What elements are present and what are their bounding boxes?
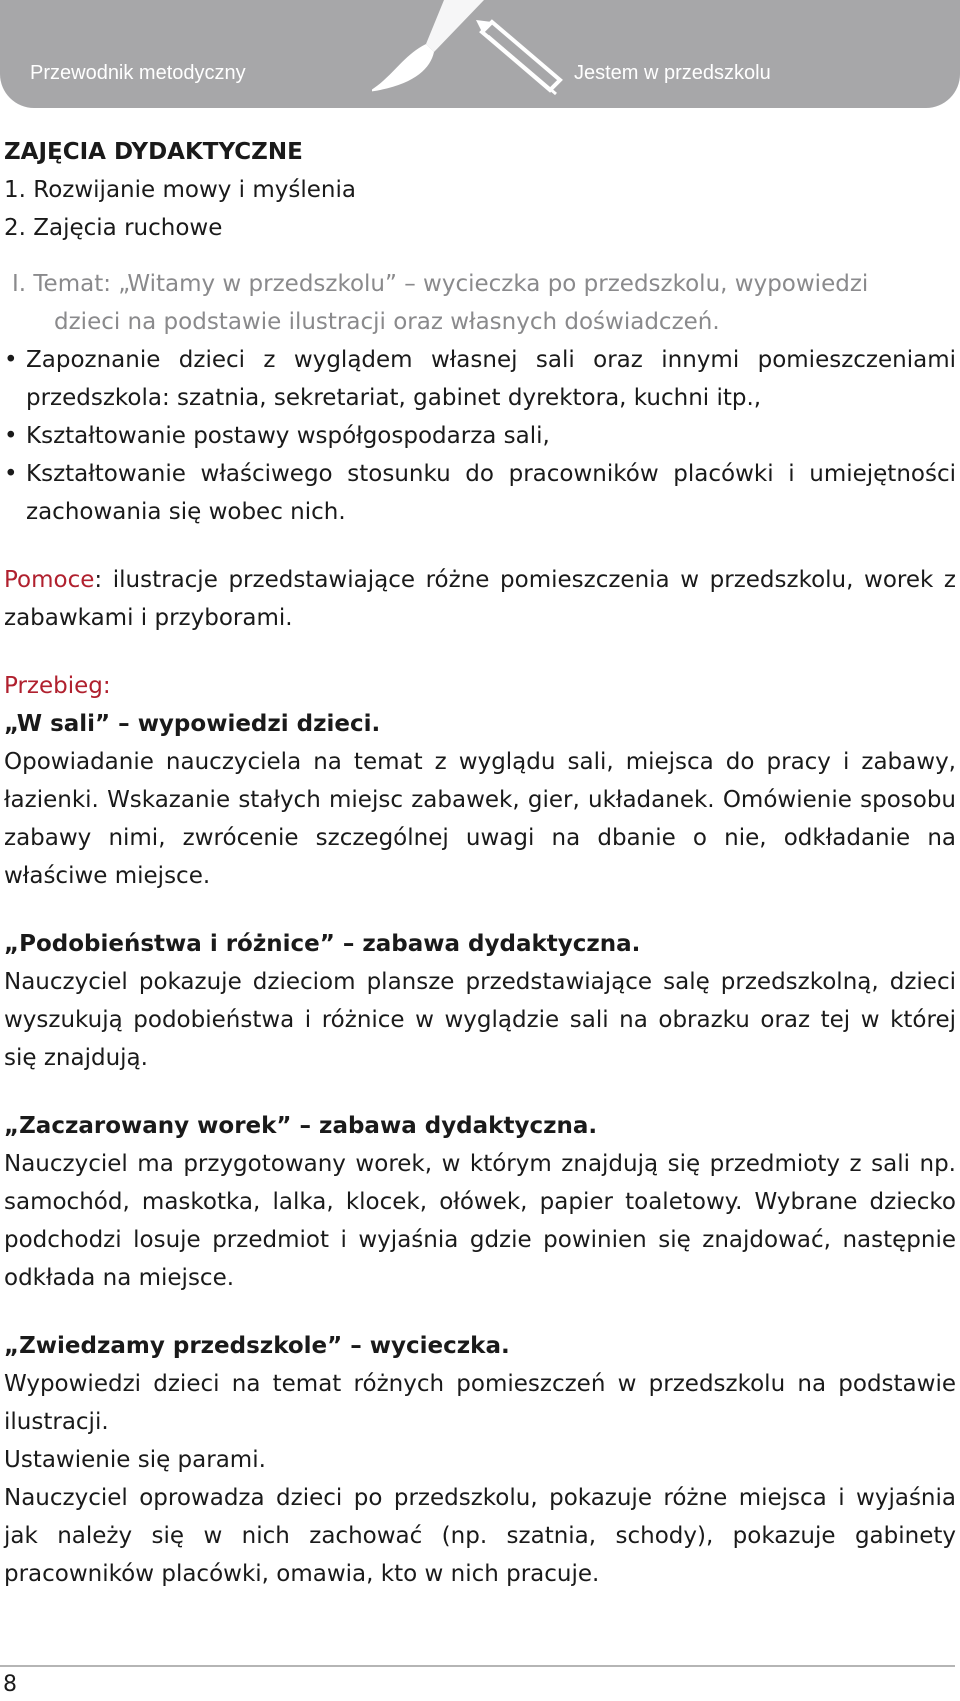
page-number: 8: [3, 1672, 17, 1697]
activity-title: „Zwiedzamy przedszkole” – wycieczka.: [4, 1333, 510, 1359]
goal-text: Kształtowanie postawy współgospodarza sali,: [26, 423, 550, 449]
section-title: ZAJĘCIA DYDAKTYCZNE: [4, 139, 303, 165]
page-content: [4, 133, 956, 1593]
activity-body: Nauczyciel oprowadza dzieci po przedszkolu, pokazuje różne miejsca i wyjaśnia jak należy się w nich zachować (np. szatnia, schody), pokazuje gabinety pracowników placówki, omawia, kto w nich pracuje.: [4, 1485, 956, 1587]
materials-label: Pomoce: [4, 567, 95, 593]
page-header: [0, 0, 960, 108]
footer-divider: [0, 1665, 955, 1667]
activity-title: „Podobieństwa i różnice” – zabawa dydaktyczna.: [4, 931, 641, 957]
section-item: 2. Zajęcia ruchowe: [4, 215, 223, 241]
activity-body: Ustawienie się parami.: [4, 1447, 266, 1473]
lesson-topic-line2: dzieci na podstawie ilustracji oraz własnych doświadczeń.: [54, 309, 720, 335]
header-right-title: Jestem w przedszkolu: [574, 62, 771, 84]
goal-item: • Kształtowanie postawy współgospodarza sali,: [4, 417, 956, 455]
procedure-label: Przebieg:: [4, 673, 111, 699]
goal-item: • Kształtowanie właściwego stosunku do pracowników placówki i umiejętności zachowania się wobec nich.: [4, 455, 956, 531]
goal-text: Zapoznanie dzieci z wyglądem własnej sali oraz innymi pomieszczeniami przedszkola: szatnia, sekretariat, gabinet dyrektora, kuchni itp.,: [26, 347, 956, 411]
activity-body: Opowiadanie nauczyciela na temat z wyglądu sali, miejsca do pracy i zabawy, łazienki. Wskazanie stałych miejsc zabawek, gier, układanek. Omówienie sposobu zabawy nimi, zwrócenie szczególnej uwagi na dbanie o nie, odkładanie na właściwe miejsce.: [4, 749, 956, 889]
lesson-topic-line1: I. Temat: „Witamy w przedszkolu” – wycieczka po przedszkolu, wypowiedzi: [12, 271, 869, 297]
section-item: 1. Rozwijanie mowy i myślenia: [4, 177, 356, 203]
materials-text: : ilustracje przedstawiające różne pomieszczenia w przedszkolu, worek z zabawkami i przyborami.: [4, 567, 956, 631]
goal-item: • Zapoznanie dzieci z wyglądem własnej sali oraz innymi pomieszczeniami przedszkola: szatnia, sekretariat, gabinet dyrektora, kuchni itp.,: [4, 341, 956, 417]
activity-body: Nauczyciel ma przygotowany worek, w którym znajdują się przedmioty z sali np. samochód, maskotka, lalka, klocek, ołówek, papier toaletowy. Wybrane dziecko podchodzi losuje przedmiot i wyjaśnia gdzie powinien się znajdować, następnie odkłada na miejsce.: [4, 1151, 956, 1291]
activity-title: „Zaczarowany worek” – zabawa dydaktyczna.: [4, 1113, 598, 1139]
activity-body: Nauczyciel pokazuje dzieciom plansze przedstawiające salę przedszkolną, dzieci wyszukują podobieństwa i różnice w wyglądzie sali na obrazku oraz tej w której się znajdują.: [4, 969, 956, 1071]
goal-text: Kształtowanie właściwego stosunku do pracowników placówki i umiejętności zachowania się wobec nich.: [26, 461, 956, 525]
activity-title: „W sali” – wypowiedzi dzieci.: [4, 711, 381, 737]
paintbrush-icon: [372, 0, 572, 108]
pencil-icon: [476, 20, 560, 94]
materials-paragraph: [4, 561, 956, 637]
header-left-title: Przewodnik metodyczny: [30, 62, 246, 84]
activity-body: Wypowiedzi dzieci na temat różnych pomieszczeń w przedszkolu na podstawie ilustracji.: [4, 1371, 956, 1435]
